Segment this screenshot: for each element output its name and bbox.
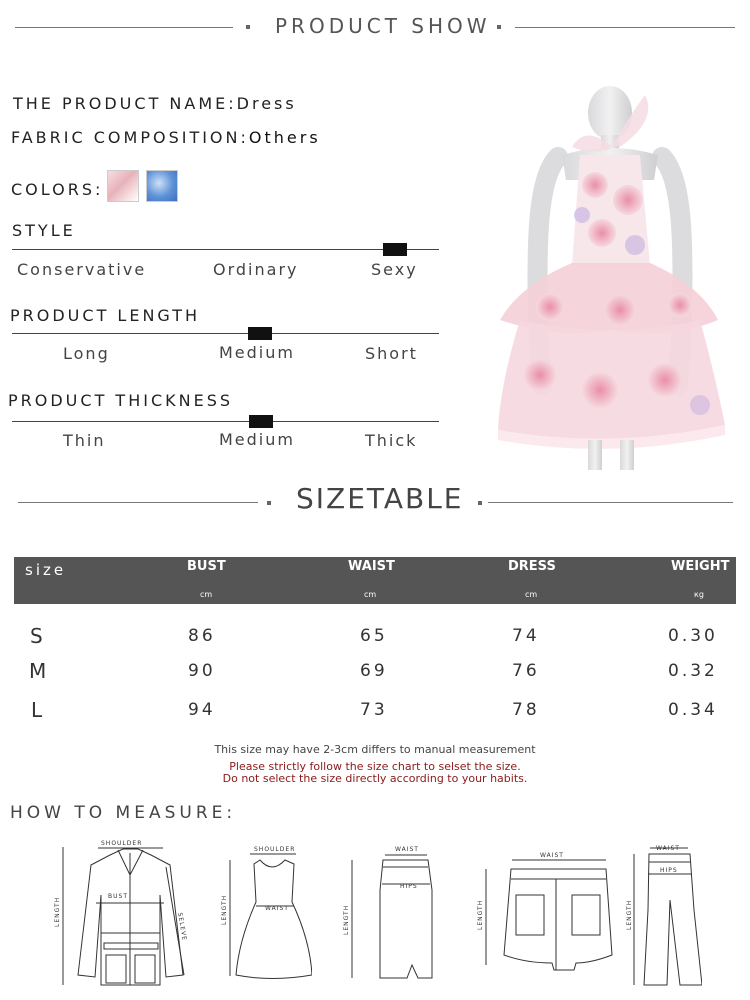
- pants-measure-diagram: [622, 840, 702, 990]
- style-option-conservative: Conservative: [17, 260, 147, 279]
- unit-dress: cm: [525, 590, 538, 599]
- length-option-short: Short: [365, 344, 418, 363]
- thickness-option-medium: Medium: [219, 430, 295, 449]
- style-scale-line: [12, 249, 439, 250]
- thickness-option-thin: Thin: [63, 431, 106, 450]
- length-option-long: Long: [63, 344, 110, 363]
- cell-weight: 0.30: [668, 626, 718, 646]
- unit-waist: cm: [364, 590, 377, 599]
- bust-label: BUST: [108, 893, 128, 900]
- product-show-heading: PRODUCT SHOW: [275, 14, 491, 38]
- cell-waist: 73: [360, 700, 388, 720]
- length-label: LENGTH: [477, 899, 484, 930]
- heading-line-right: [488, 502, 733, 503]
- fabric-value: Others: [248, 128, 321, 147]
- product-photo: [480, 85, 740, 470]
- cell-size: M: [29, 659, 50, 683]
- thickness-title: PRODUCT THICKNESS: [8, 391, 233, 410]
- heading-line-left: [15, 27, 233, 28]
- cell-bust: 94: [188, 700, 216, 720]
- waist-label: WAIST: [656, 845, 680, 852]
- note-habits: Do not select the size directly according to your habits.: [222, 772, 528, 785]
- length-label: LENGTH: [343, 904, 350, 935]
- thickness-option-thick: Thick: [365, 431, 418, 450]
- col-header-waist: WAIST: [348, 559, 395, 574]
- denim-skirt-measure-diagram: [476, 845, 616, 980]
- length-title: PRODUCT LENGTH: [10, 306, 201, 325]
- note-measurement: This size may have 2-3cm differs to manual measurement: [214, 743, 536, 756]
- col-header-bust: BUST: [187, 559, 226, 574]
- waist-label: WAIST: [395, 846, 419, 853]
- cell-weight: 0.34: [668, 700, 718, 720]
- col-header-weight: WEIGHT: [671, 559, 730, 574]
- skirt-measure-diagram: [340, 840, 440, 985]
- fabric-label: FABRIC COMPOSITION:: [11, 128, 249, 147]
- cell-waist: 65: [360, 626, 388, 646]
- length-scale-line: [12, 333, 439, 334]
- waist-label: WAIST: [265, 905, 289, 912]
- unit-weight: кg: [694, 590, 704, 599]
- fabric-composition: [11, 128, 321, 147]
- heading-line-right: [515, 27, 735, 28]
- product-name: THE PRODUCT NAME:Dress: [13, 94, 297, 113]
- waist-label: WAIST: [540, 852, 564, 859]
- cell-dress: 74: [512, 626, 540, 646]
- cell-waist: 69: [360, 661, 388, 681]
- cell-bust: 90: [188, 661, 216, 681]
- shoulder-label: SHOULDER: [254, 846, 296, 853]
- length-label: LENGTH: [221, 894, 228, 925]
- sizetable-heading: SIZETABLE: [296, 482, 464, 515]
- cell-dress: 76: [512, 661, 540, 681]
- dress-measure-diagram: [212, 840, 312, 985]
- thickness-scale-marker: [249, 415, 273, 428]
- style-option-ordinary: Ordinary: [213, 260, 299, 279]
- length-scale-marker: [248, 327, 272, 340]
- colors-label: COLORS:: [11, 180, 104, 199]
- length-option-medium: Medium: [219, 343, 295, 362]
- heading-bullet: [478, 501, 482, 505]
- heading-bullet: [267, 501, 271, 505]
- sleeve-label: SELEVE: [176, 912, 188, 942]
- heading-line-left: [18, 502, 258, 503]
- hips-label: HIPS: [400, 883, 418, 890]
- cell-size: S: [30, 624, 46, 648]
- unit-bust: cm: [200, 590, 213, 599]
- style-title: STYLE: [12, 221, 76, 240]
- color-swatch-pink[interactable]: [107, 170, 139, 202]
- heading-bullet: [497, 25, 501, 29]
- col-header-size: size: [25, 561, 67, 579]
- col-header-dress: DRESS: [508, 559, 556, 574]
- style-scale-marker: [383, 243, 407, 256]
- cell-bust: 86: [188, 626, 216, 646]
- how-to-measure-heading: HOW TO MEASURE:: [10, 803, 237, 823]
- hips-label: HIPS: [660, 867, 678, 874]
- style-option-sexy: Sexy: [371, 260, 418, 279]
- length-label: LENGTH: [626, 899, 633, 930]
- color-swatch-blue[interactable]: [146, 170, 178, 202]
- shoulder-label: SHOULDER: [101, 840, 143, 847]
- thickness-scale-line: [12, 421, 439, 422]
- cell-dress: 78: [512, 700, 540, 720]
- heading-bullet: [246, 25, 250, 29]
- cell-weight: 0.32: [668, 661, 718, 681]
- jacket-measure-diagram: [48, 835, 198, 990]
- note-follow-chart: Please strictly follow the size chart to selset the size.: [229, 760, 521, 773]
- length-label: LENGTH: [54, 896, 61, 927]
- cell-size: L: [31, 698, 46, 722]
